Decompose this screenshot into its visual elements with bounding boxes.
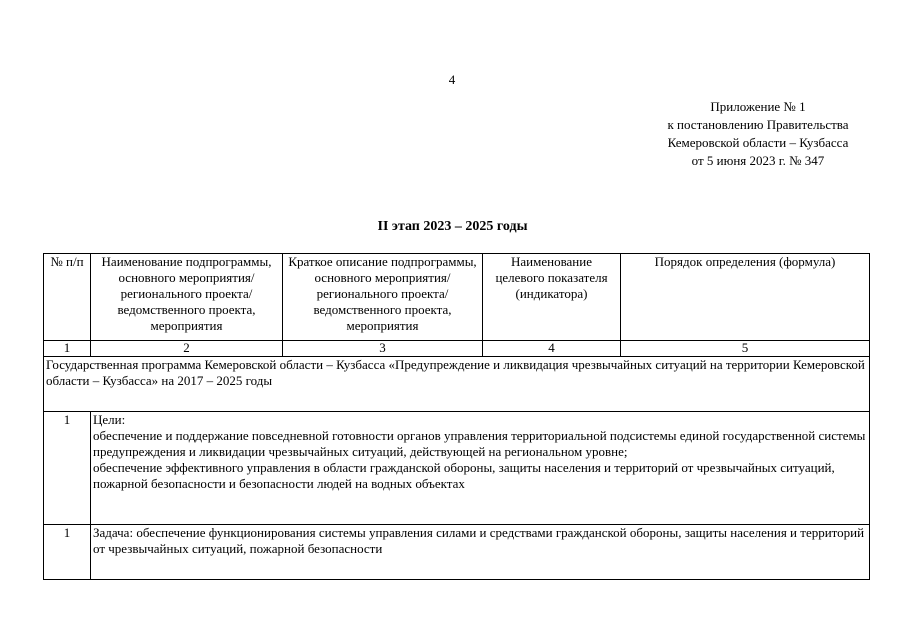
program-row xyxy=(44,357,870,412)
stage-title: II этап 2023 – 2025 годы xyxy=(377,219,528,234)
column-number: 5 xyxy=(621,341,870,357)
appendix-line: Кемеровской области – Кузбасса xyxy=(667,135,849,150)
column-number: 2 xyxy=(91,341,283,357)
table-header-row xyxy=(44,254,870,341)
column-number: 4 xyxy=(483,341,621,357)
appendix-line: к постановлению Правительства xyxy=(667,117,849,132)
appendix-block xyxy=(600,98,905,170)
task-row xyxy=(44,525,870,580)
column-number-row xyxy=(44,341,870,357)
header-cell-name: Наименование подпрограммы, основного мероприятия/регионального проекта/ведомственного проекта, мероприятия xyxy=(91,254,283,341)
appendix-line: от 5 июня 2023 г. № 347 xyxy=(691,153,825,168)
header-cell-formula: Порядок определения (формула) xyxy=(621,254,870,341)
header-cell-description: Краткое описание подпрограммы, основного мероприятия/регионального проекта/ведомственного проекта, мероприятия xyxy=(283,254,483,341)
goals-cell xyxy=(91,412,870,525)
task-cell: Задача: обеспечение функционирования системы управления силами и средствами гражданской обороны, защиты населения и территорий от чрезвычайных ситуаций, пожарной безопасности xyxy=(91,525,870,580)
goal-item: обеспечение и поддержание повседневной готовности органов управления территориальной подсистемы единой государственной системы предупреждения и ликвидации чрезвычайных ситуаций, действующей на региональном уровне; xyxy=(93,428,866,459)
goals-row xyxy=(44,412,870,525)
goal-item: обеспечение эффективного управления в области гражданской обороны, защиты населения и территорий от чрезвычайных ситуаций, пожарной безопасности и безопасности людей на водных объектах xyxy=(93,460,835,491)
column-number: 1 xyxy=(44,341,91,357)
row-number: 1 xyxy=(44,412,91,525)
column-number: 3 xyxy=(283,341,483,357)
appendix-line: Приложение № 1 xyxy=(710,99,806,114)
indicators-table xyxy=(43,253,870,580)
goals-label: Цели: xyxy=(93,412,126,427)
header-cell-number: № п/п xyxy=(44,254,91,341)
program-title: Государственная программа Кемеровской области – Кузбасса «Предупреждение и ликвидация чрезвычайных ситуаций на территории Кемеровской области – Кузбасса» на 2017 – 2025 годы xyxy=(44,357,870,412)
row-number: 1 xyxy=(44,525,91,580)
header-cell-indicator: Наименование целевого показателя (индикатора) xyxy=(483,254,621,341)
page-number: 4 xyxy=(448,72,456,87)
